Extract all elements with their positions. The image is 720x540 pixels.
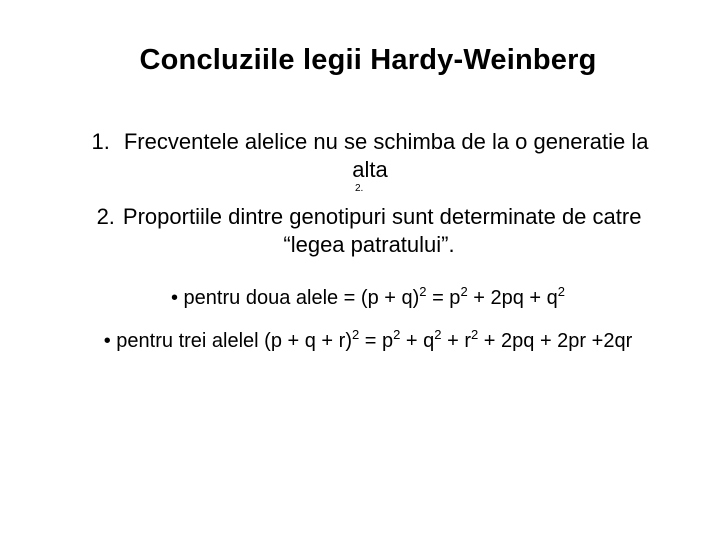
conclusion-text-1-line2: alta xyxy=(352,157,388,182)
formula-three-middle-3: + r xyxy=(441,330,471,352)
formula-two-prefix: • pentru doua alele = (p + q) xyxy=(171,287,420,309)
formula-three-middle-1: = p xyxy=(359,330,394,352)
formula-two-middle-2: + 2pq + q xyxy=(467,287,558,309)
conclusion-text-2-line1: Proportiile dintre genotipuri sunt determinate de catre xyxy=(122,204,642,229)
formula-three-exponent-3: 2 xyxy=(434,327,442,342)
formula-two-exponent-1: 2 xyxy=(419,284,427,299)
conclusion-number-1: 1. xyxy=(91,129,110,154)
conclusion-text-1-line1: Frecventele alelice nu se schimba de la o generatie la xyxy=(123,129,649,154)
small-number-label: 2. xyxy=(355,183,364,194)
conclusion-item-2 xyxy=(60,203,678,259)
formula-three-alleles xyxy=(0,328,720,356)
formula-two-exponent-3: 2 xyxy=(557,284,565,299)
formula-three-exponent-1: 2 xyxy=(351,327,360,342)
conclusion-item-1 xyxy=(60,128,680,184)
formula-three-exponent-4: 2 xyxy=(470,327,479,342)
conclusion-text-2-line2: “legea patratului”. xyxy=(283,232,455,257)
formula-two-exponent-2: 2 xyxy=(460,284,468,299)
formula-three-exponent-2: 2 xyxy=(393,327,401,342)
formula-three-suffix: + 2pq + 2pr +2qr xyxy=(478,330,633,352)
formula-three-prefix: • pentru trei alelel (p + q + r) xyxy=(103,330,352,352)
formula-two-alleles xyxy=(0,285,720,313)
conclusion-number-2: 2. xyxy=(96,204,115,229)
slide-title: Concluziile legii Hardy-Weinberg xyxy=(139,44,597,76)
formula-three-middle-2: + q xyxy=(400,330,435,352)
formula-two-middle-1: = p xyxy=(426,287,461,309)
